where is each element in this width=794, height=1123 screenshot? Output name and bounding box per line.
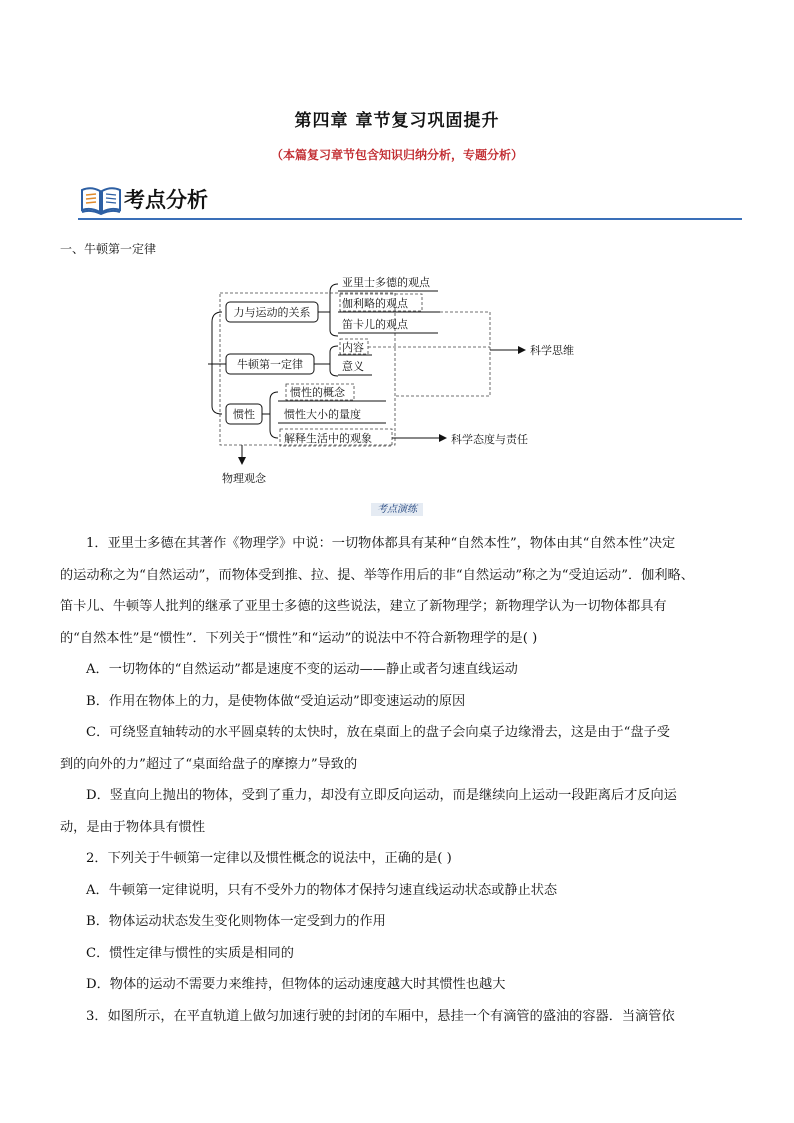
- q2-option-b: B．物体运动状态发生变化则物体一定受到力的作用: [86, 914, 386, 929]
- question-list: [60, 528, 740, 1032]
- branch-content: 内容: [342, 341, 364, 354]
- branch-inertia-concept: 惯性的概念: [290, 386, 345, 399]
- section-label: 考点分析: [124, 188, 208, 212]
- branch-galileo: 伽利略的观点: [342, 297, 408, 310]
- practice-caption: 考点演练: [0, 500, 794, 515]
- q1-stem-2: 的运动称之为“自然运动”，而物体受到推、拉、提、举等作用后的非“自然运动”称之为“受迫运动”．伽利略、: [60, 567, 694, 583]
- q2-option-d: D．物体的运动不需要力来维持，但物体的运动速度越大时其惯性也越大: [86, 977, 506, 992]
- q1-stem-4: 的“自然本性”是“惯性”．下列关于“惯性”和“运动”的说法中不符合新物理学的是( ): [60, 630, 538, 646]
- q1-option-b: B．作用在物体上的力，是使物体做“受迫运动”即变速运动的原因: [86, 693, 466, 709]
- section-rule: [78, 218, 742, 220]
- node-force-motion-label: 力与运动的关系: [233, 306, 311, 319]
- q1-option-c-2: 到的向外的力”超过了“桌面给盘子的摩擦力”导致的: [60, 756, 358, 772]
- branch-inertia-measure: 惯性大小的量度: [284, 408, 361, 421]
- concept-diagram: [200, 266, 600, 496]
- q1-option-d-1: D．竖直向上抛出的物体，受到了重力，却没有立即反向运动，而是继续向上运动一段距离后才反向运: [86, 788, 677, 803]
- page-subtitle: （本篇复习章节包含知识归纳分析，专题分析）: [270, 148, 523, 162]
- section-header: [78, 178, 742, 220]
- q1-option-a: A．一切物体的“自然运动”都是速度不变的运动——静止或者匀速直线运动: [86, 662, 518, 677]
- branch-significance: 意义: [342, 360, 364, 373]
- open-book-icon: [80, 182, 122, 218]
- q2-stem: 2．下列关于牛顿第一定律以及惯性概念的说法中，正确的是( ): [86, 851, 452, 866]
- q1-stem-3: 笛卡儿、牛顿等人批判的继承了亚里士多德的这些说法，建立了新物理学；新物理学认为一切物体都具有: [60, 599, 667, 614]
- q3-stem-1: 3．如图所示，在平直轨道上做匀加速行驶的封闭的车厢中，悬挂一个有滴管的盛油的容器．当滴管依: [86, 1008, 675, 1024]
- q1-option-d-2: 动，是由于物体具有惯性: [60, 819, 206, 835]
- branch-explain-life: 解释生活中的观象: [284, 432, 372, 445]
- branch-aristotle: 亚里士多德的观点: [342, 276, 430, 289]
- node-inertia-label: 惯性: [233, 408, 255, 421]
- q1-option-c-1: C．可绕竖直轴转动的水平圆桌转的太快时，放在桌面上的盘子会向桌子边缘滑去，这是由于“盘子受: [86, 725, 670, 740]
- page-title: 第四章 章节复习巩固提升: [294, 111, 500, 131]
- q2-option-c: C．惯性定律与惯性的实质是相同的: [86, 945, 294, 961]
- q1-stem-1: 1．亚里士多德在其著作《物理学》中说：一切物体都具有某种“自然本性”，物体由其“自然本性”决定: [86, 536, 676, 551]
- output-scientific-thinking: 科学思维: [530, 344, 574, 357]
- q2-option-a: A．牛顿第一定律说明，只有不受外力的物体才保持匀速直线运动状态或静止状态: [86, 882, 558, 898]
- subheading: 一、牛顿第一定律: [60, 242, 157, 256]
- node-newton-first-law-label: 牛顿第一定律: [237, 358, 303, 371]
- branch-descartes: 笛卡儿的观点: [342, 318, 408, 331]
- output-scientific-attitude: 科学态度与责任: [451, 433, 528, 446]
- output-physics-concept: 物理观念: [222, 472, 266, 485]
